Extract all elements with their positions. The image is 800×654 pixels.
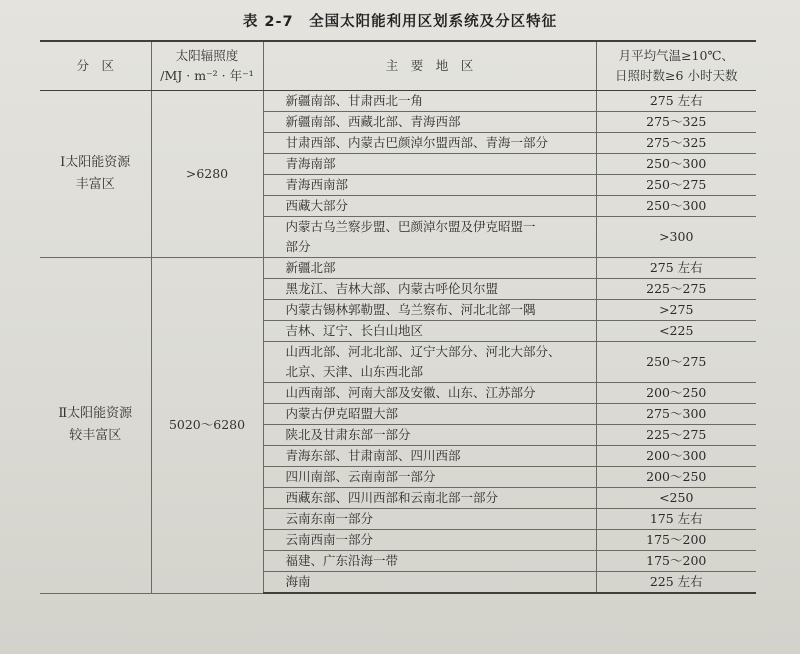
header-radiation-line1: 太阳辐照度 (175, 48, 239, 63)
zone-1-radiation: >6280 (151, 91, 263, 258)
days-cell: 250～275 (596, 175, 756, 196)
area-cell: 西藏东部、四川西部和云南北部一部分 (263, 488, 596, 509)
area-cell: 青海东部、甘肃南部、四川西部 (263, 446, 596, 467)
area-cell: 甘肃西部、内蒙古巴颜淖尔盟西部、青海一部分 (263, 133, 596, 154)
header-zone: 分 区 (40, 41, 151, 91)
area-cell: 新疆南部、西藏北部、青海西部 (263, 112, 596, 133)
days-cell: 200～300 (596, 446, 756, 467)
days-cell: 175～200 (596, 551, 756, 572)
area-cell: 海南 (263, 572, 596, 594)
days-cell: 175 左右 (596, 509, 756, 530)
area-cell: 山西南部、河南大部及安徽、山东、江苏部分 (263, 383, 596, 404)
area-cell: 西藏大部分 (263, 196, 596, 217)
days-cell: 250～300 (596, 196, 756, 217)
days-cell: 175～200 (596, 530, 756, 551)
days-cell: 250～300 (596, 154, 756, 175)
area-cell: 黑龙江、吉林大部、内蒙古呼伦贝尔盟 (263, 279, 596, 300)
days-cell: 275 左右 (596, 91, 756, 112)
area-cell: 四川南部、云南南部一部分 (263, 467, 596, 488)
area-cell: 云南东南一部分 (263, 509, 596, 530)
days-cell: >275 (596, 300, 756, 321)
solar-zoning-table (40, 40, 756, 594)
days-cell: 275 左右 (596, 258, 756, 279)
header-radiation-line2: /MJ · m⁻² · 年⁻¹ (160, 68, 254, 83)
days-cell: 200～250 (596, 383, 756, 404)
area-cell: 青海西南部 (263, 175, 596, 196)
header-radiation (151, 41, 263, 91)
days-cell: <250 (596, 488, 756, 509)
header-areas: 主 要 地 区 (263, 41, 596, 91)
days-cell: 225～275 (596, 425, 756, 446)
header-temp-line2: 日照时数≥6 小时天数 (615, 68, 738, 83)
table-title: 表 2-7 全国太阳能利用区划系统及分区特征 (242, 14, 558, 30)
days-cell: >300 (596, 217, 756, 258)
area-cell: 山西北部、河北北部、辽宁大部分、河北大部分、 北京、天津、山东西北部 (263, 342, 596, 383)
area-cell: 内蒙古锡林郭勒盟、乌兰察布、河北北部一隅 (263, 300, 596, 321)
zone-2-name: Ⅱ太阳能资源 较丰富区 (40, 258, 151, 594)
days-cell: 275～300 (596, 404, 756, 425)
area-cell: 福建、广东沿海一带 (263, 551, 596, 572)
area-cell: 云南西南一部分 (263, 530, 596, 551)
header-temp (596, 41, 756, 91)
area-cell: 内蒙古伊克昭盟大部 (263, 404, 596, 425)
days-cell: 225 左右 (596, 572, 756, 594)
days-cell: 250～275 (596, 342, 756, 383)
area-cell: 新疆南部、甘肃西北一角 (263, 91, 596, 112)
days-cell: 275～325 (596, 133, 756, 154)
header-temp-line1: 月平均气温≥10℃、 (618, 48, 734, 63)
table-row (40, 258, 756, 279)
area-cell: 内蒙古乌兰察步盟、巴颜淖尔盟及伊克昭盟一 部分 (263, 217, 596, 258)
area-cell: 陕北及甘肃东部一部分 (263, 425, 596, 446)
area-cell: 青海南部 (263, 154, 596, 175)
area-cell: 新疆北部 (263, 258, 596, 279)
table-row (40, 91, 756, 112)
days-cell: <225 (596, 321, 756, 342)
zone-1-name: Ⅰ太阳能资源 丰富区 (40, 91, 151, 258)
days-cell: 275～325 (596, 112, 756, 133)
table-header-row (40, 41, 756, 91)
days-cell: 200～250 (596, 467, 756, 488)
area-cell: 吉林、辽宁、长白山地区 (263, 321, 596, 342)
days-cell: 225～275 (596, 279, 756, 300)
zone-2-radiation: 5020～6280 (151, 258, 263, 594)
